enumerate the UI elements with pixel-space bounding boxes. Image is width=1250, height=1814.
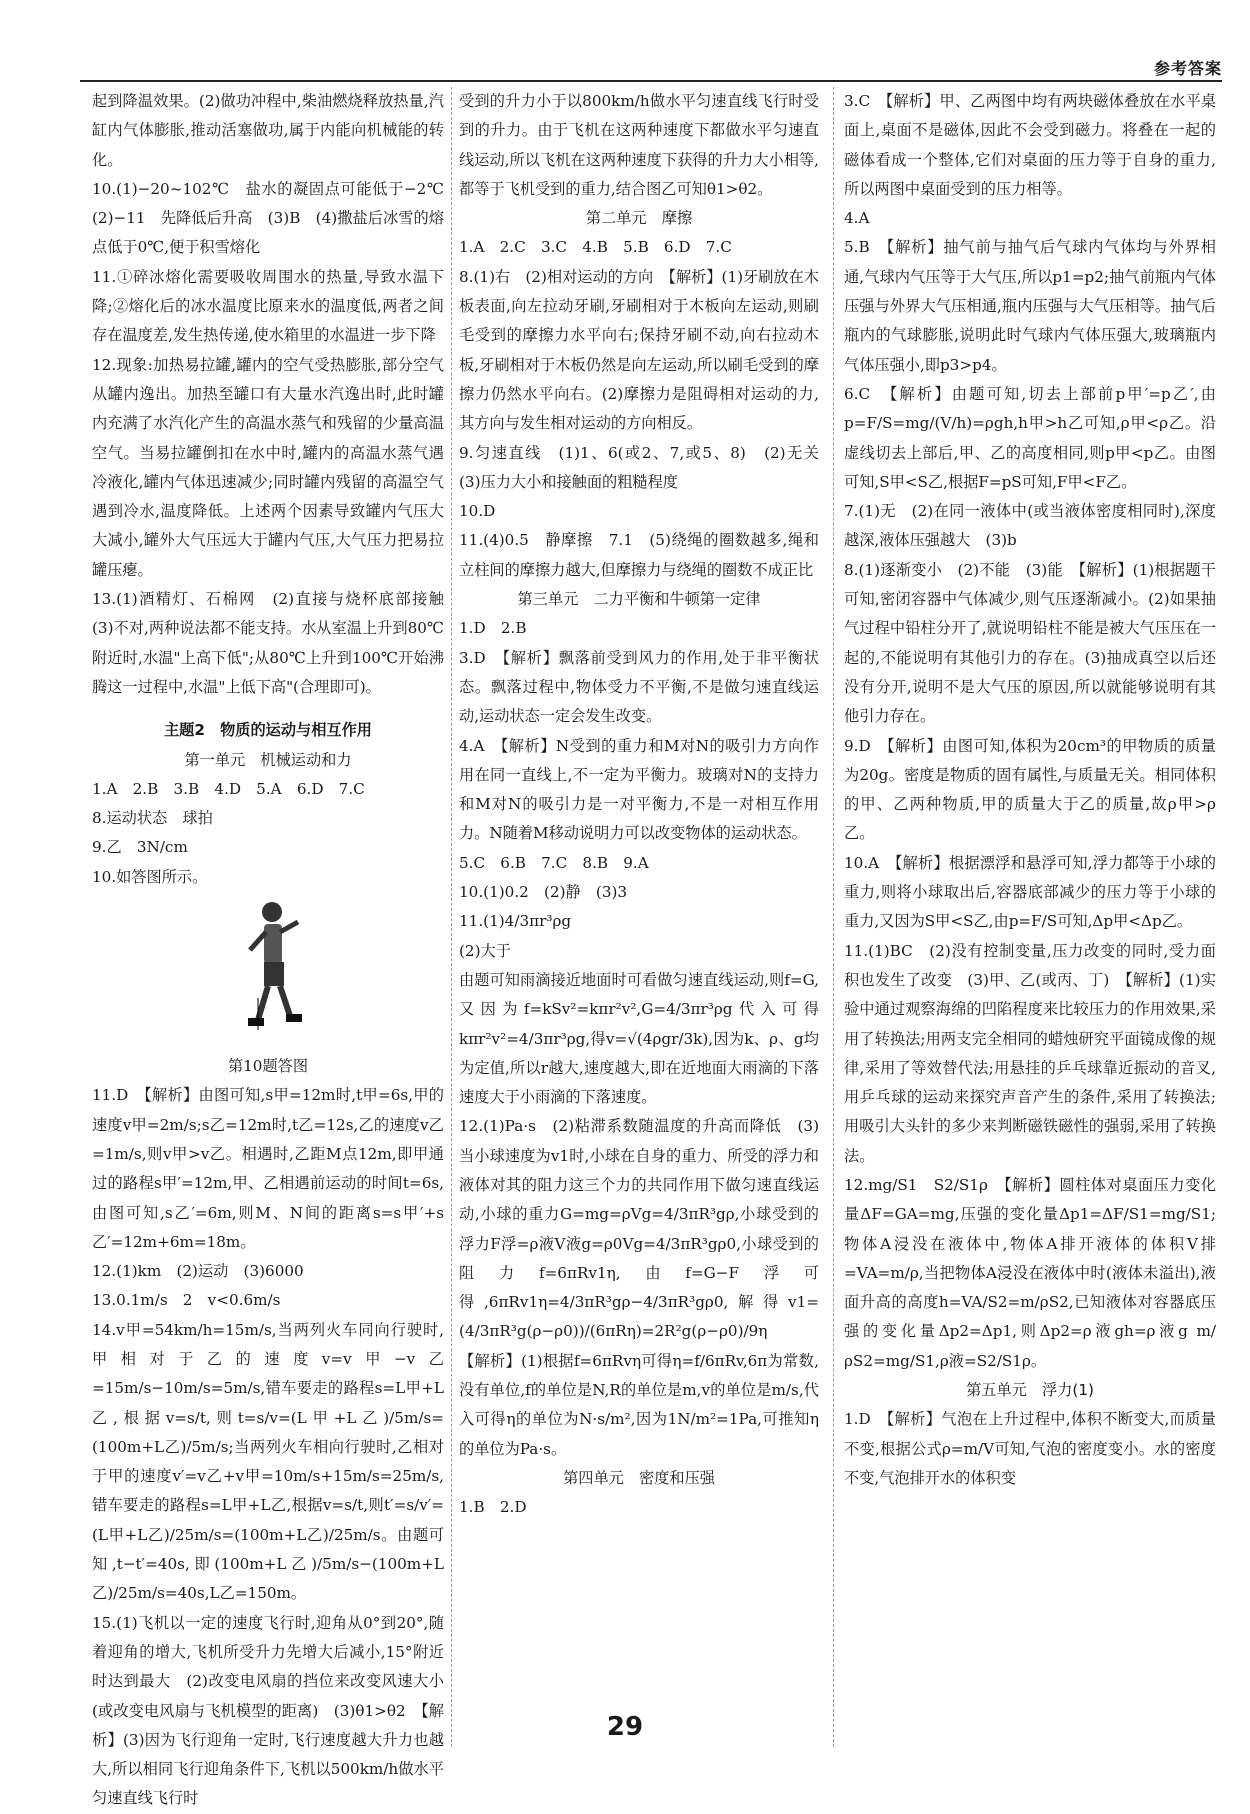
answer-item: 起到降温效果。(2)做功冲程中,柴油燃烧释放热量,汽缸内气体膨胀,推动活塞做功,属于内能向机械能的转化。 (92, 92, 444, 169)
answer-item: 8.运动状态 球拍 (92, 809, 213, 828)
page-number: 29 (606, 1712, 644, 1742)
answer-item: 15.(1)飞机以一定的速度飞行时,迎角从0°到20°,随着迎角的增大,飞机所受升力先增大后减小,15°附近时达到最大 (2)改变电风扇的挡位来改变风速大小(或改变电风扇与飞机模型的距离) (3)θ1>θ2 【解析】(3)因为飞行迎角一定时,飞行速度越大升力也越大,所以相同飞行迎角条件下,飞机以500km/h做水平匀速直线飞行时 (92, 1613, 444, 1808)
answer-item: 3.D 【解析】飘落前受到风力的作用,处于非平衡状态。飘落过程中,物体受力不平衡,不是做匀速直线运动,运动状态一定会发生改变。 (459, 648, 819, 726)
header-rule (80, 80, 1222, 82)
page-header (0, 50, 1250, 86)
answer-item: (2)大于 (459, 941, 511, 960)
answer-item: 1.A 2.C 3.C 4.B 5.B 6.D 7.C (459, 238, 732, 257)
header-title: 参考答案 (1153, 59, 1222, 78)
answer-item: 10.如答图所示。 (92, 867, 208, 886)
answer-item: 11.D 【解析】由图可知,s甲=12m时,t甲=6s,甲的速度v甲=2m/s;s乙=12m时,t乙=12s,乙的速度v乙=1m/s,则v甲>v乙。相遇时,乙距M点12m,即甲通过的路程s甲′=12m,甲、乙相遇前运动的时间t=6s,由图可知,s乙′=6m,则M、N间的距离s=s甲′+s乙′=12m+6m=18m。 (92, 1086, 444, 1251)
answer-item: 1.A 2.B 3.B 4.D 5.A 6.D 7.C (92, 779, 365, 798)
section-heading-unit: 第三单元 二力平衡和牛顿第一定律 (517, 590, 761, 609)
answer-item: 1.D 2.B (459, 619, 527, 638)
section-heading-unit: 第五单元 浮力(1) (966, 1381, 1094, 1400)
answer-item: 14.v甲=54km/h=15m/s,当两列火车同向行驶时,甲相对于乙的速度v=v甲−v乙=15m/s−10m/s=5m/s,错车要走的路程s=L甲+L乙,根据v=s/t,则t=s/v=(L甲+L乙)/5m/s=(100m+L乙)/5m/s;当两列火车相向行驶时,乙相对于甲的速度v′=v乙+v甲=10m/s+15m/s=25m/s,错车要走的路程s=L甲+L乙,根据v=s/t,则t′=s/v′=(L甲+L乙)/25m/s=(100m+L乙)/25m/s。由题可知,t−t′=40s,即(100m+L乙)/5m/s−(100m+L乙)/25m/s=40s,L乙=150m。 (92, 1320, 444, 1603)
answer-item: 受到的升力小于以800km/h做水平匀速直线飞行时受到的升力。由于飞机在这两种速度下都做水平匀速直线运动,所以飞机在这两种速度下获得的升力大小相等,都等于飞机受到的重力,结合图乙可知θ1>θ2。 (459, 92, 819, 198)
figure-caption: 第10题答图 (227, 1057, 309, 1076)
column-divider (833, 87, 834, 1747)
answer-item: 9.匀速直线 (1)1、6(或2、7,或5、8) (2)无关 (3)压力大小和接触面的粗糙程度 (459, 443, 835, 491)
answer-item: 6.C 【解析】由题可知,切去上部前p甲′=p乙′,由p=F/S=mg/(V/h)=ρgh,h甲>h乙可知,ρ甲<ρ乙。沿虚线切去上部后,甲、乙的高度相同,则p甲<p乙。由图可知,S甲<S乙,根据F=pS可知,F甲<F乙。 (844, 384, 1216, 491)
column-divider (451, 87, 452, 1747)
answer-item: 12.(1)Pa·s (2)粘滞系数随温度的升高而降低 (3)当小球速度为v1时,小球在自身的重力、所受的浮力和液体对其的阻力这三个力的共同作用下做匀速直线运动,小球的重力G=mg=ρVg=4/3πR³gρ,小球受到的浮力F浮=ρ液V液g=ρ0Vg=4/3πR³gρ0,小球受到的阻力f=6πRv1η,由f=G−F浮可得,6πRv1η=4/3πR³gρ−4/3πR³gρ0,解得v1=(4/3πR³g(ρ−ρ0))/(6πRη)=2R²g(ρ−ρ0)/9η (459, 1117, 819, 1341)
answer-item: 4.A 【解析】N受到的重力和M对N的吸引力方向作用在同一直线上,不一定为平衡力。玻璃对N的支持力和M对N的吸引力是一对平衡力,不是一对相互作用力。N随着M移动说明力可以改变物体的运动状态。 (459, 736, 819, 843)
answer-item: 10.A 【解析】根据漂浮和悬浮可知,浮力都等于小球的重力,则将小球取出后,容器底部减少的压力等于小球的重力,又因为S甲<S乙,由p=F/S可知,Δp甲<Δp乙。 (844, 853, 1216, 931)
answer-item: 10.D (459, 502, 496, 521)
answer-item: 8.(1)右 (2)相对运动的方向 【解析】(1)牙刷放在木板表面,向左拉动牙刷,牙刷相对于木板向左运动,则刷毛受到的摩擦力水平向右;保持牙刷不动,向右拉动木板,牙刷相对于木板仍然是向左运动,所以刷毛受到的摩擦力仍然水平向右。(2)摩擦力是阻碍相对运动的力,其方向与发生相对运动的方向相反。 (459, 267, 819, 433)
answer-item: 12.(1)km (2)运动 (3)6000 (92, 1262, 304, 1281)
answer-item: 11.①碎冰熔化需要吸收周围水的热量,导致水温下降;②熔化后的冰水温度比原来水的温度低,两者之间存在温度差,发生热传递,使水箱里的水温进一步下降 (92, 267, 444, 345)
section-heading-topic: 主题2 物质的运动与相互作用 (163, 721, 372, 740)
answer-item: 10.(1)0.2 (2)静 (3)3 (459, 883, 628, 902)
answer-item: 8.(1)逐渐变小 (2)不能 (3)能 【解析】(1)根据题干可知,密闭容器中气体减少,则气压逐渐减小。(2)如果抽气过程中铅柱分开了,就说明铅柱不能是被大气压压在一起的,不能说明有其他引力的存在。(3)抽成真空以后还没有分开,说明不是大气压的原因,所以就能够说明有其他引力存在。 (844, 560, 1216, 726)
answer-item: 4.A (844, 209, 870, 228)
answer-item: 11.(1)4/3πr³ρg (459, 912, 572, 931)
section-heading-unit: 第一单元 机械运动和力 (184, 750, 352, 769)
answer-item: 9.D 【解析】由图可知,体积为20cm³的甲物质的质量为20g。密度是物质的固有属性,与质量无关。相同体积的甲、乙两种物质,甲的质量大于乙的质量,故ρ甲>ρ乙。 (844, 736, 1216, 843)
answer-item: 5.C 6.B 7.C 8.B 9.A (459, 853, 649, 872)
answer-item: 1.B 2.D (459, 1498, 527, 1517)
section-heading-unit: 第二单元 摩擦 (585, 209, 693, 228)
column-left (92, 87, 460, 1814)
answer-item: 13.(1)酒精灯、石棉网 (2)直接与烧杯底部接触 (3)不对,两种说法都不能支持。水从室温上升到80℃附近时,水温"上高下低";从80℃上升到100℃开始沸腾这一过程中,水温"上低下高"(合理即可)。 (92, 590, 460, 696)
answer-item: 【解析】(1)根据f=6πRvη可得η=f/6πRv,6π为常数,没有单位,f的单位是N,R的单位是m,v的单位是m/s,代入可得η的单位为N·s/m²,因为1N/m²=1Pa,可推知η的单位为Pa·s。 (459, 1351, 819, 1458)
answer-item: 11.(4)0.5 静摩擦 7.1 (5)绕绳的圈数越多,绳和立柱间的摩擦力越大,但摩擦力与绕绳的圈数不成正比 (459, 531, 819, 579)
section-heading-unit: 第四单元 密度和压强 (563, 1468, 715, 1487)
answer-item: 由题可知雨滴接近地面时可看做匀速直线运动,则f=G,又因为f=kSv²=kπr²v²,G=4/3πr³ρg代入可得kπr²v²=4/3πr³ρg,得v=√(4ρgr/3k),因为k、ρ、g均为定值,所以r越大,速度越大,即在近地面大雨滴的下落速度大于小雨滴的下落速度。 (459, 970, 819, 1107)
runner-figure-image (228, 898, 308, 1048)
answer-item: 10.(1)−20~102℃ 盐水的凝固点可能低于−2℃ (2)−11 先降低后升高 (3)B (4)撒盐后冰雪的熔点低于0℃,便于积雪熔化 (92, 179, 460, 257)
column-middle (459, 87, 835, 1523)
answer-item: 13.0.1m/s 2 v<0.6m/s (92, 1291, 281, 1310)
answer-item: 7.(1)无 (2)在同一液体中(或当液体密度相同时),深度越深,液体压强越大 (3)b (844, 502, 1216, 550)
answer-item: 1.D 【解析】气泡在上升过程中,体积不断变大,而质量不变,根据公式ρ=m/V可知,气泡的密度变小。水的密度不变,气泡排开水的体积变 (844, 1410, 1216, 1487)
answer-item: 12.现象:加热易拉罐,罐内的空气受热膨胀,部分空气从罐内逸出。加热至罐口有大量水汽逸出时,此时罐内充满了水汽化产生的高温水蒸气和残留的少量高温空气。当易拉罐倒扣在水中时,罐内的高温水蒸气遇冷液化,罐内气体迅速减少;同时罐内残留的高温空气遇到冷水,温度降低。上述两个因素导致罐内气压大大减小,罐外大气压远大于罐内气压,大气压力把易拉罐压瘪。 (92, 355, 444, 579)
answer-item: 3.C 【解析】甲、乙两图中均有两块磁体叠放在水平桌面上,桌面不是磁体,因此不会受到磁力。将叠在一起的磁体看成一个整体,它们对桌面的压力等于自身的重力,所以两图中桌面受到的压力相等。 (844, 92, 1216, 198)
answer-item: 5.B 【解析】抽气前与抽气后气球内气体均与外界相通,气球内气压等于大气压,所以p1=p2;抽气前瓶内气体压强与外界大气压相通,瓶内压强与大气压相等。抽气后瓶内的气球膨胀,说明此时气球内气体压强大,玻璃瓶内气体压强小,即p3>p4。 (844, 238, 1216, 374)
answer-item: 11.(1)BC (2)没有控制变量,压力改变的同时,受力面积也发生了改变 (3)甲、乙(或丙、丁) 【解析】(1)实验中通过观察海绵的凹陷程度来比较压力的作用效果,采用了转换法;用两支完全相同的蜡烛研究平面镜成像的规律,采用了等效替代法;用悬挂的乒乓球靠近振动的音叉,用乒乓球的运动来探究声音产生的条件,采用了转换法;用吸引大头针的多少来判断磁铁磁性的强弱,采用了转换法。 (844, 941, 1216, 1165)
column-right (844, 87, 1216, 1493)
answer-item: 9.乙 3N/cm (92, 838, 188, 857)
answer-item: 12.mg/S1 S2/S1ρ 【解析】圆柱体对桌面压力变化量ΔF=GA=mg,压强的变化量Δp1=ΔF/S1=mg/S1;物体A浸没在液体中,物体A排开液体的体积V排=VA=m/ρ,当把物体A浸没在液体中时(液体未溢出),液面升高的高度h=VA/S2=m/ρS2,已知液体对容器底压强的变化量Δp2=Δp1,则Δp2=ρ液gh=ρ液g m/ρS2=mg/S1,ρ液=S2/S1ρ。 (844, 1175, 1216, 1370)
